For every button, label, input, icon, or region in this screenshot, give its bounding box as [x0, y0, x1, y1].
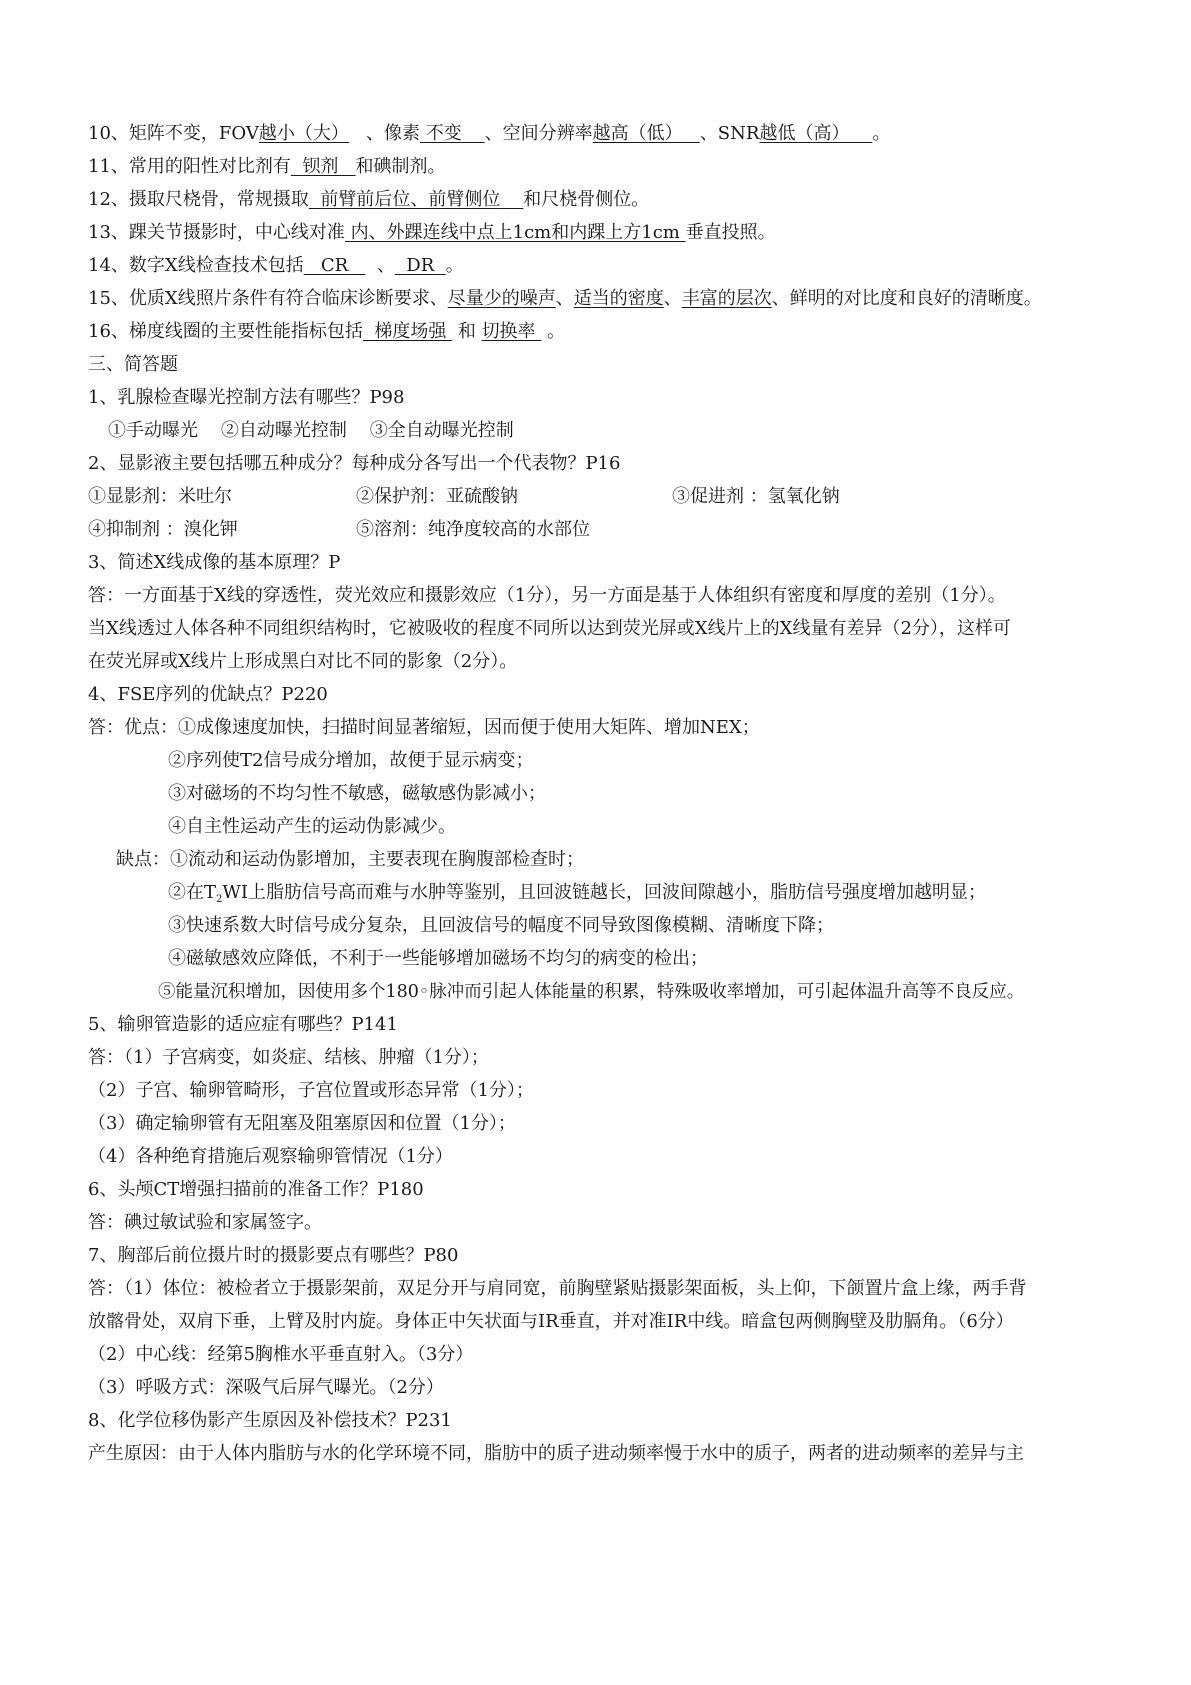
- sa8-answer-1: 产生原因：由于人体内脂肪与水的化学环境不同，脂肪中的质子进动频率慢于水中的质子，两者的进动频率的差异与主: [88, 1443, 1024, 1464]
- question-12: [88, 188, 649, 212]
- sa3-answer-line-2: 当X线透过人体各种不同组织结构时，它被吸收的程度不同所以达到荧光屏或X线片上的X线量有差异（2分），这样可: [88, 618, 1011, 639]
- q15-answer-density: 适当的密度: [573, 288, 664, 309]
- sa3-answer-line-3: 在荧光屏或X线片上形成黑白对比不同的影象（2分）。: [88, 651, 518, 672]
- q15-text: 15、优质X线照片条件有符合临床诊断要求、: [88, 288, 448, 309]
- q10-answer-fov: 越小（大）: [258, 123, 349, 144]
- q12-answer: 前臂前后位、前臂侧位: [320, 189, 501, 210]
- sa4-pro-4: ④自主性运动产生的运动伪影减少。: [168, 816, 456, 837]
- q11-text: 11、常用的阳性对比剂有: [88, 156, 291, 177]
- q12-text: 12、摄取尺桡骨，常规摄取: [88, 189, 309, 210]
- q13-answer: 内、外踝连线中点上1cm和内踝上方1cm: [350, 222, 680, 243]
- q13-text: 13、踝关节摄影时，中心线对准: [88, 222, 345, 243]
- sa4-con-2: ②在$T_2WI$上脂肪信号高而难与水肿等鉴别，且回波链越长，回波间隙越小，脂肪信号强度增加越明显；: [168, 882, 986, 905]
- sa4-pro-3: ③对磁场的不均匀性不敏感，磁敏感伪影减小；: [168, 783, 546, 804]
- q14-answer-cr: CR: [320, 255, 349, 276]
- sa4-con-5: ⑤能量沉积增加，因使用多个180◦脉冲而引起人体能量的积累，特殊吸收率增加，可引起体温升高等不良反应。: [158, 982, 1025, 1002]
- sa5-answer-3: （3）确定输卵管有无阻塞及阻塞原因和位置（1分）；: [88, 1113, 516, 1134]
- q15-sep-1: 、: [555, 288, 574, 309]
- sa2-item-5: ⑤溶剂：纯净度较高的水部位: [356, 519, 590, 540]
- q10-answer-resolution: 越高（低）: [592, 123, 683, 144]
- question-13: [88, 221, 776, 245]
- q11-answer: 钡剂: [302, 156, 339, 177]
- q11-text-2: 和碘制剂。: [355, 156, 446, 177]
- question-14: [88, 254, 464, 278]
- q14-text: 14、数字X线检查技术包括: [88, 255, 304, 276]
- section-heading: 三、简答题: [88, 354, 178, 375]
- sa2-item-4: ④抑制剂 ：溴化钾: [88, 519, 238, 540]
- sa7-answer-3: （2）中心线：经第5胸椎水平垂直射入。（3分）: [88, 1344, 474, 1365]
- q16-answer-rate: 切换率: [481, 321, 536, 342]
- sa6-answer: 答：碘过敏试验和家属签字。: [88, 1212, 322, 1233]
- question-16: [88, 320, 565, 344]
- q10-text-2: 、像素: [366, 123, 421, 144]
- sa4-con-1: 缺点：①流动和运动伪影增加，主要表现在胸腹部检查时；: [116, 849, 584, 870]
- q12-text-2: 和尺桡骨侧位。: [523, 189, 650, 210]
- q10-text-4: 、SNR: [699, 123, 760, 144]
- q16-text-2: 和: [457, 321, 476, 342]
- sa5-answer-2: （2）子宫、输卵管畸形，子宫位置或形态异常（1分）；: [88, 1080, 534, 1101]
- sa4-pro-2: ②序列使T2信号成分增加，故便于显示病变；: [168, 750, 534, 771]
- q13-text-2: 垂直投照。: [685, 222, 776, 243]
- q15-sep-2: 、: [663, 288, 682, 309]
- sa6-question: 6、头颅CT增强扫描前的准备工作？P180: [88, 1179, 424, 1200]
- q15-answer-noise: 尽量少的噪声: [447, 288, 556, 309]
- sa4-pro-1: 答：优点：①成像速度加快，扫描时间显著缩短，因而便于使用大矩阵、增加NEX；: [88, 717, 760, 738]
- q10-text-5: 。: [872, 123, 891, 144]
- q16-text: 16、梯度线圈的主要性能指标包括: [88, 321, 363, 342]
- sa3-answer-line-1: 答：一方面基于X线的穿透性，荧光效应和摄影效应（1分），另一方面是基于人体组织有密度和厚度的差别（1分）。: [88, 585, 1006, 606]
- sa3-question: 3、简述X线成像的基本原理？P: [88, 552, 341, 573]
- sa5-answer-1: 答：（1）子宫病变，如炎症、结核、肿瘤（1分）；: [88, 1047, 489, 1068]
- sa8-question: 8、化学位移伪影产生原因及补偿技术？P231: [88, 1410, 452, 1431]
- q10-text-3: 、空间分辨率: [484, 123, 593, 144]
- q15-answer-levels: 丰富的层次: [681, 288, 772, 309]
- sa7-answer-4: （3）呼吸方式：深吸气后屏气曝光。（2分）: [88, 1377, 444, 1398]
- q10-answer-pixel: 不变: [425, 123, 462, 144]
- sa2-item-1: ①显影剂：米吐尔: [88, 486, 232, 507]
- q16-text-3: 。: [547, 321, 566, 342]
- q14-text-3: 。: [445, 255, 464, 276]
- sa5-question: 5、输卵管造影的适应症有哪些？P141: [88, 1014, 398, 1035]
- q14-text-2: 、: [376, 255, 395, 276]
- sa7-question: 7、胸部后前位摄片时的摄影要点有哪些？P80: [88, 1245, 459, 1266]
- sa7-answer-1: 答：（1）体位：被检者立于摄影架前，双足分开与肩同宽，前胸壁紧贴摄影架面板，头上仰，下颌置片盒上缘，两手背: [88, 1278, 1027, 1299]
- q10-answer-snr: 越低（高）: [759, 123, 850, 144]
- sa2-item-3: ③促进剂 ：氢氧化钠: [672, 486, 840, 507]
- sa7-answer-2: 放髂骨处，双肩下垂，上臂及肘内旋。身体正中矢状面与IR垂直，并对准IR中线。暗盒包两侧胸壁及肋膈角。（6分）: [88, 1311, 1014, 1332]
- sa4-question: 4、FSE序列的优缺点？P220: [88, 684, 328, 705]
- q10-text: 10、矩阵不变，FOV: [88, 123, 259, 144]
- sa1-question: 1、乳腺检查曝光控制方法有哪些？P98: [88, 387, 405, 408]
- sa5-answer-4: （4）各种绝育措施后观察输卵管情况（1分）: [88, 1146, 453, 1167]
- q14-answer-dr: DR: [406, 255, 435, 276]
- sa4-con-3: ③快速系数大时信号成分复杂，且回波信号的幅度不同导致图像模糊、清晰度下降；: [168, 915, 834, 936]
- question-11: [88, 155, 446, 179]
- q15-text-2: 、鲜明的对比度和良好的清晰度。: [771, 288, 1042, 309]
- sa1-answer: ①手动曝光 ②自动曝光控制 ③全自动曝光控制: [108, 420, 514, 441]
- sa2-item-2: ②保护剂：亚硫酸钠: [356, 486, 518, 507]
- q16-answer-strength: 梯度场强: [374, 321, 447, 342]
- question-10: [88, 122, 890, 146]
- sa2-question: 2、显影液主要包括哪五种成分？每种成分各写出一个代表物？P16: [88, 453, 621, 474]
- sa4-con-4: ④磁敏感效应降低，不利于一些能够增加磁场不均匀的病变的检出；: [168, 948, 708, 969]
- question-15: [88, 287, 1042, 311]
